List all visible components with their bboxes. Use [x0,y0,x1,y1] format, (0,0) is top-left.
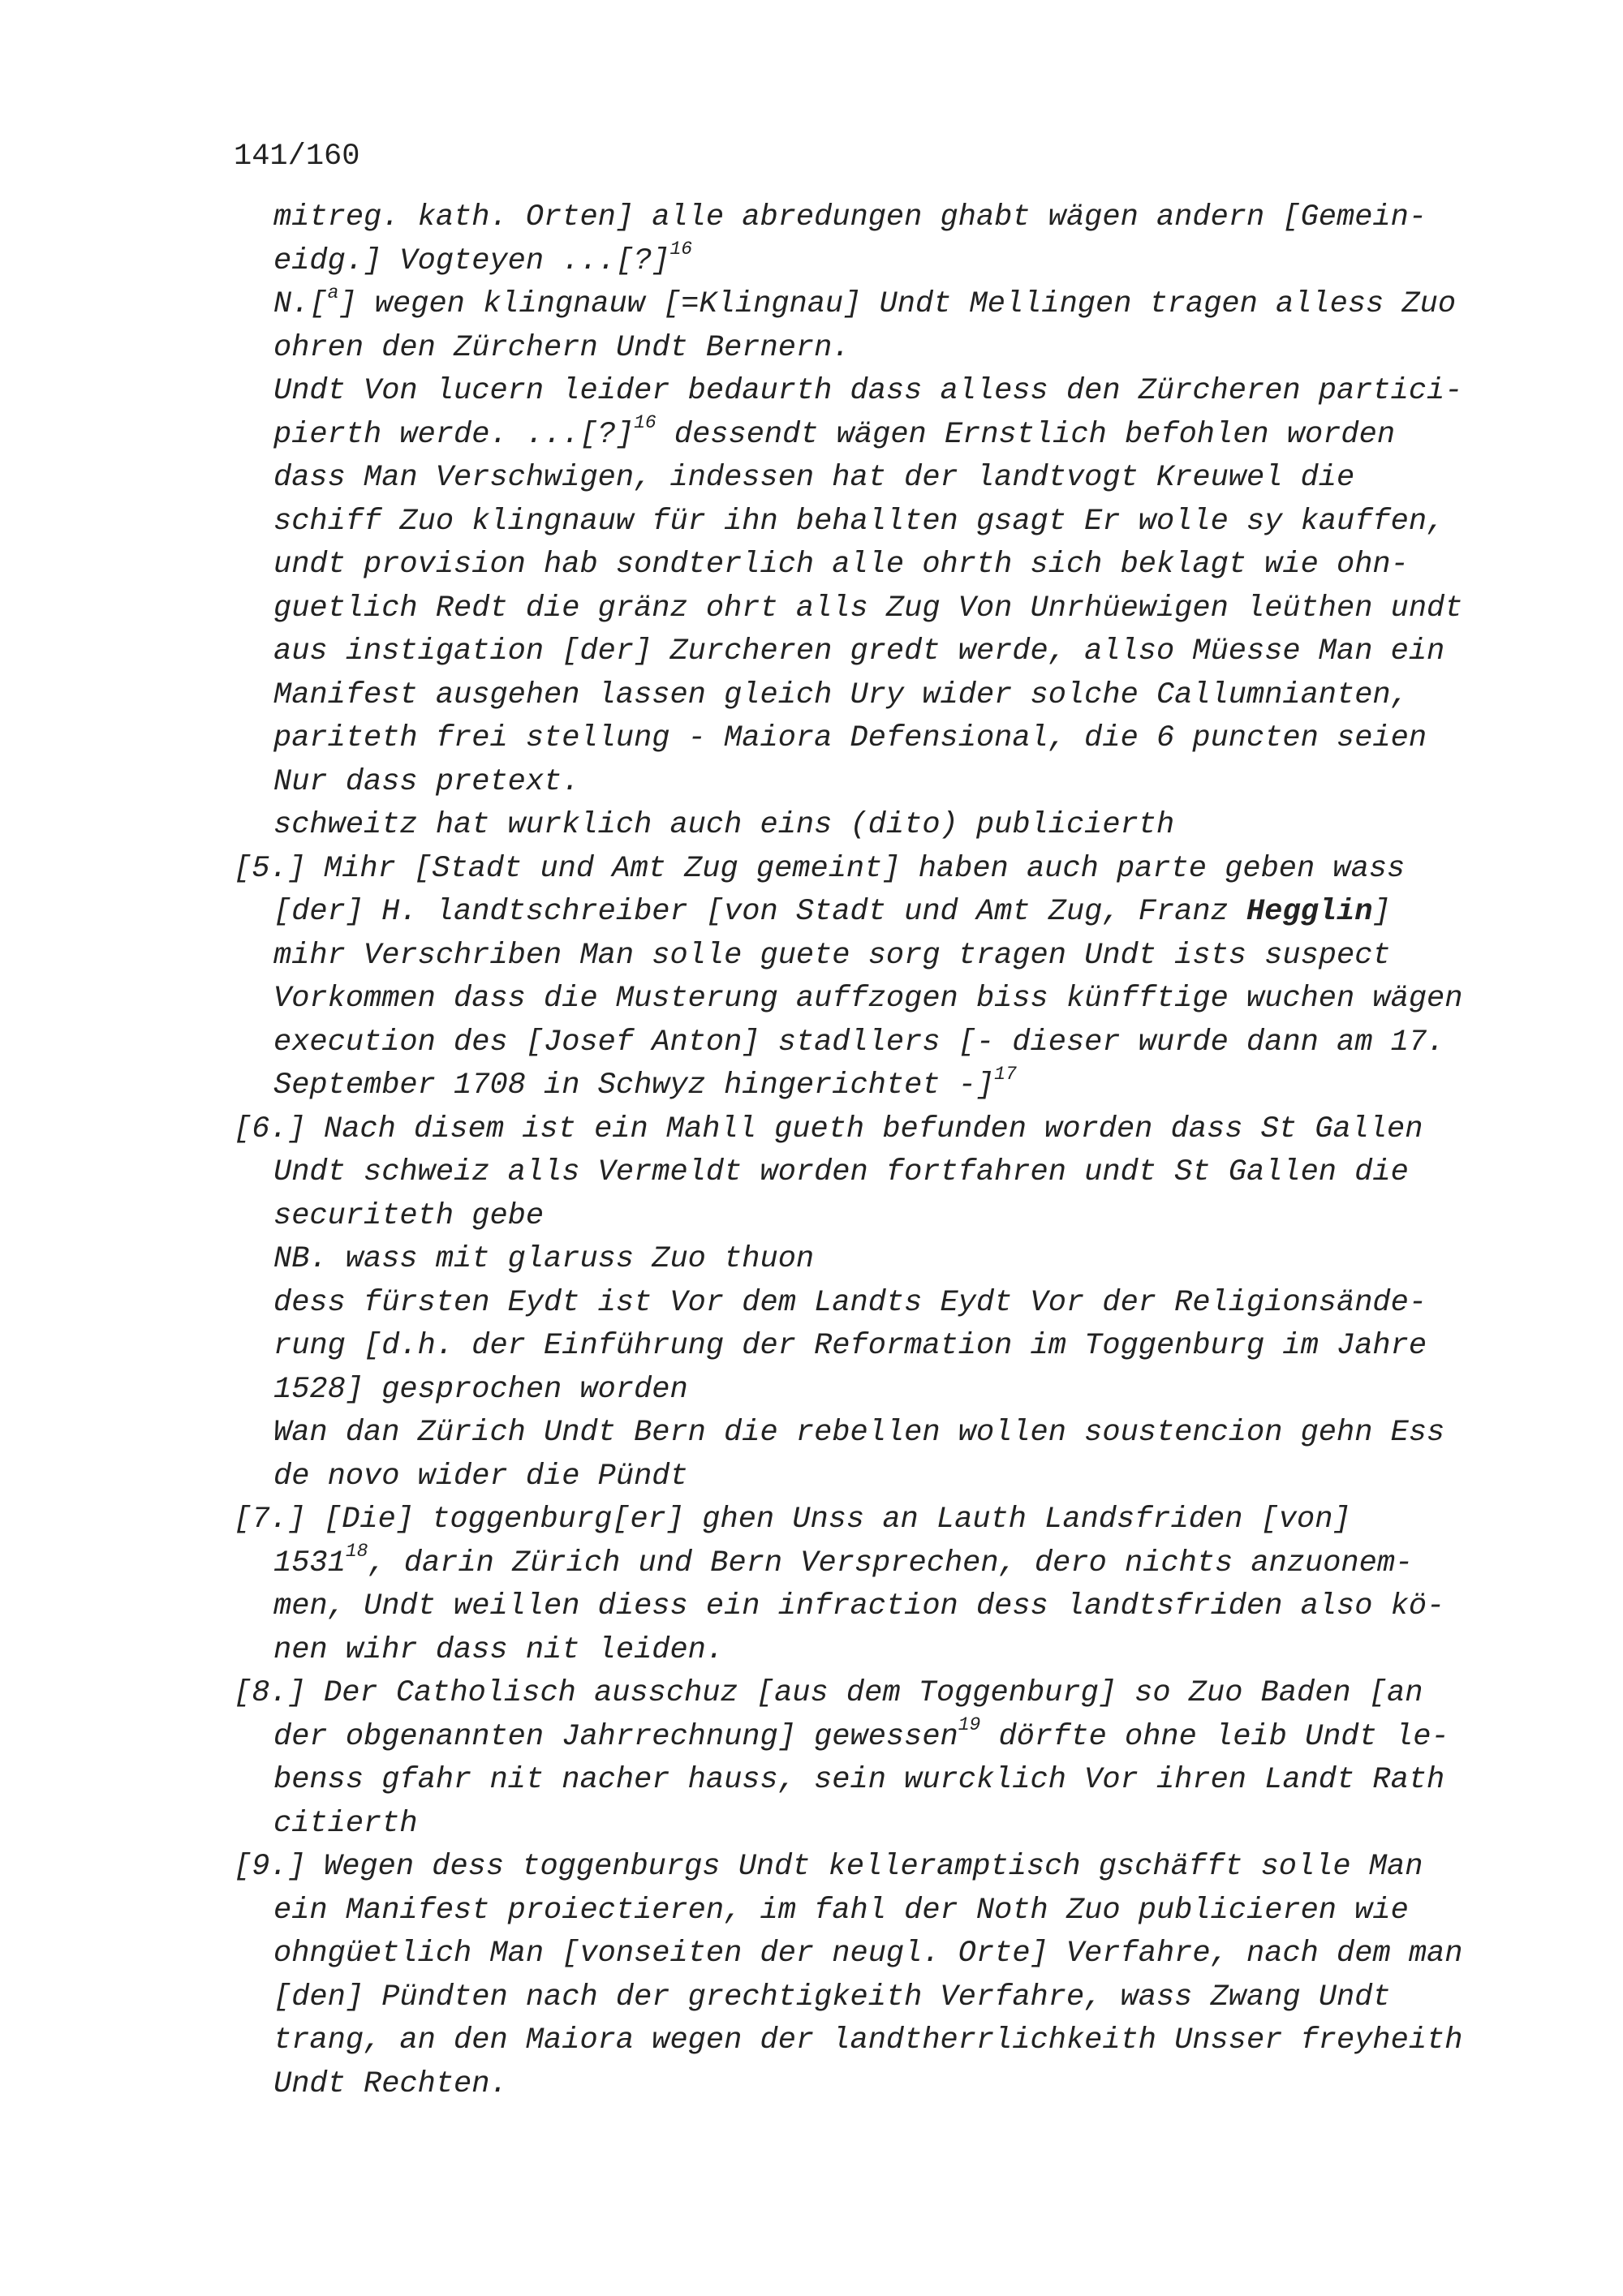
text-span: dessendt wägen Ernstlich befohlen worden [656,417,1396,452]
text-line [234,1716,1483,1760]
text-span: dörfte ohne leib Undt le- [980,1719,1449,1754]
text-line: schweitz hat wurklich auch eins (dito) publicierth [273,808,1175,842]
text-span: der obgenannten Jahrrechnung] gewessen [273,1719,958,1754]
footnote-ref: 16 [669,239,693,260]
text-line: men, Undt weillen diess ein infraction dess landtsfriden also kö- [273,1589,1445,1623]
text-span: pierth werde. ...[?] [273,417,635,452]
text-line [234,891,1483,935]
text-span: eidg.] Vogteyen ...[?] [273,243,670,278]
text-line: [den] Pündten nach der grechtigkeith Verfahre, wass Zwang Undt [273,1980,1391,2014]
footnote-ref: 16 [634,412,657,434]
bold-name: Hegglin [1246,895,1373,929]
page-number: 141/160 [234,140,360,174]
text-line: citierth [273,1806,418,1841]
text-line: dess fürsten Eydt ist Vor dem Landts Eydt Vor der Religionsände- [273,1285,1427,1320]
text-line: Undt schweiz alls Vermeldt worden fortfahren undt St Gallen die [273,1155,1409,1189]
text-line: dass Man Verschwigen, indessen hat der landtvogt Kreuwel die [273,461,1355,495]
text-span: ] [1372,895,1391,929]
text-line: ohngüetlich Man [vonseiten der neugl. Orte] Verfahre, nach dem man [273,1937,1463,1971]
footnote-ref: 19 [958,1714,981,1736]
text-line: execution des [Josef Anton] stadllers [- dieser wurde dann am 17. [273,1025,1445,1060]
text-line [234,283,1483,327]
text-line: Vorkommen dass die Musterung auffzogen biss künfftige wuchen wägen [273,982,1463,1016]
text-line: Undt Rechten. [273,2066,508,2101]
text-line: schiff Zuo klingnauw für ihn behallten gsagt Er wolle sy kauffen, [273,504,1445,539]
text-line: [7.] [Die] toggenburg[er] ghen Unss an Lauth Landsfriden [von] [234,1503,1351,1537]
text-line: 1528] gesprochen worden [273,1372,688,1407]
text-line: ein Manifest proiectieren, im fahl der Noth Zuo publicieren wie [273,1893,1409,1928]
text-line: guetlich Redt die gränz ohrt alls Zug Von Unrhüewigen leüthen undt [273,591,1463,626]
footnote-ref: 17 [994,1063,1017,1085]
text-span: ] wegen klingnauw [=Klingnau] Undt Mellingen tragen alless Zuo [338,287,1457,321]
text-line: NB. wass mit glaruss Zuo thuon [273,1242,815,1276]
document-body [234,196,1483,2106]
text-span: September 1708 in Schwyz hingerichtet -] [273,1068,995,1103]
text-line: [5.] Mihr [Stadt und Amt Zug gemeint] haben auch parte geben wass [234,851,1406,886]
text-line: mihr Verschriben Man solle guete sorg tragen Undt ists suspect [273,938,1391,973]
text-span: N.[ [273,287,328,321]
text-line [234,1064,1483,1108]
text-line: Manifest ausgehen lassen gleich Ury wider solche Callumnianten, [273,677,1409,712]
text-line: ohren den Zürchern Undt Bernern. [273,330,850,365]
text-line: benss gfahr nit nacher hauss, sein wurcklich Vor ihren Landt Rath [273,1763,1445,1797]
text-line: trang, an den Maiora wegen der landtherrlichkeith Unsser freyheith [273,2023,1463,2057]
footnote-ref: 18 [345,1541,368,1563]
text-line: [8.] Der Catholisch ausschuz [aus dem Toggenburg] so Zuo Baden [an [234,1676,1423,1710]
text-line: [9.] Wegen dess toggenburgs Undt kelleramptisch gschäfft solle Man [234,1850,1423,1884]
text-line [234,1542,1483,1586]
text-line: aus instigation [der] Zurcheren gredt werde, allso Müesse Man ein [273,634,1445,669]
text-line: mitreg. kath. Orten] alle abredungen ghabt wägen andern [Gemein- [273,200,1427,234]
text-line: de novo wider die Pündt [273,1459,688,1494]
text-line: undt provision hab sondterlich alle ohrth sich beklagt wie ohn- [273,548,1409,582]
text-line: securiteth gebe [273,1198,545,1233]
text-line: nen wihr dass nit leiden. [273,1632,725,1667]
text-span: [der] H. landtschreiber [von Stadt und Amt Zug, Franz [273,895,1246,929]
text-line: rung [d.h. der Einführung der Reformation im Toggenburg im Jahre [273,1329,1427,1363]
text-line: Wan dan Zürich Undt Bern die rebellen wollen soustencion gehn Ess [273,1416,1445,1450]
footnote-ref: a [327,282,339,303]
text-line: Undt Von lucern leider bedaurth dass alless den Zürcheren partici- [273,374,1463,408]
text-line: pariteth frei stellung - Maiora Defensional, die 6 puncten seien [273,721,1427,755]
text-line: [6.] Nach disem ist ein Mahll gueth befunden worden dass St Gallen [234,1111,1423,1146]
text-span: , darin Zürich und Bern Versprechen, dero nichts anzuonem- [368,1546,1414,1580]
text-line [234,240,1483,284]
text-line [234,414,1483,458]
text-span: 1531 [273,1546,346,1580]
text-line: Nur dass pretext. [273,764,580,799]
